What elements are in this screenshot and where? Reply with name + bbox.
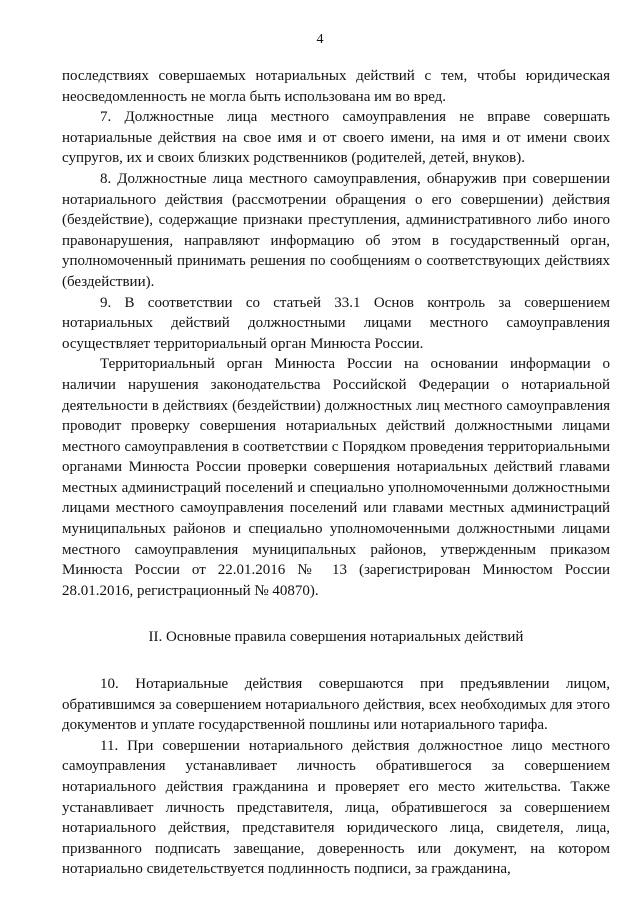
document-body [62, 66, 610, 880]
paragraph-11: 11. При совершении нотариального действия должностное лицо местного самоуправления устанавливает личность обратившегося за совершением нотариального действия гражданина и проверяет его место жительства. Также устанавливает личность представителя, лица, обратившегося за совершением нотариального действия, представителя юридического лица, свидетеля, лица, призванного подписать завещание, доверенность или документ, на котором нотариально свидетельствуется подлинность подписи, за гражданина, [62, 737, 610, 878]
paragraph-7: 7. Должностные лица местного самоуправления не вправе совершать нотариальные действия на свое имя и от своего имени, на имя и от имени своих супругов, их и своих близких родственников (родителей, детей, внуков). [62, 109, 610, 167]
paragraph-continuation: последствиях совершаемых нотариальных действий с тем, чтобы юридическая неосведомленность не могла быть использована им во вред. [62, 68, 610, 105]
paragraph-8: 8. Должностные лица местного самоуправления, обнаружив при совершении нотариального действия (рассмотрении обращения о его совершении) действия (бездействие), содержащие признаки преступления, административного либо иного правонарушения, направляют информацию об этом в государственный орган, уполномоченный принимать решения по сообщениям о соответствующих действиях (бездействии). [62, 170, 610, 290]
paragraph-9: 9. В соответствии со статьей 33.1 Основ контроль за совершением нотариальных действий должностными лицами местного самоуправления осуществляет территориальный орган Минюста России. [62, 294, 610, 352]
paragraph-10: 10. Нотариальные действия совершаются при предъявлении лицом, обратившимся за совершением нотариального действия, всех необходимых для этого документов и уплате государственной пошлины или нотариального тарифа. [62, 676, 610, 734]
section-heading: II. Основные правила совершения нотариальных действий [148, 629, 524, 646]
paragraph-9-territorial-body: Территориальный орган Минюста России на основании информации о наличии нарушения законодательства Российской Федерации о нотариальной деятельности в действиях (бездействии) должностных лиц местного самоуправления проводит проверку совершения нотариальных действий должностными лицами местного самоуправления в соответствии с Порядком проведения территориальными органами Минюста России проверки совершения нотариальных действий главами местных администраций поселений и специально уполномоченными должностными лицами местного самоуправления поселений или главами местных администраций муниципальных районов и специально уполномоченными должностными лицами местного самоуправления муниципальных районов, утвержденным приказом Минюста России от 22.01.2016 № 13 (зарегистрирован Минюстом России 28.01.2016, регистрационный № 40870). [62, 356, 610, 599]
page-number: 4 [316, 32, 324, 47]
